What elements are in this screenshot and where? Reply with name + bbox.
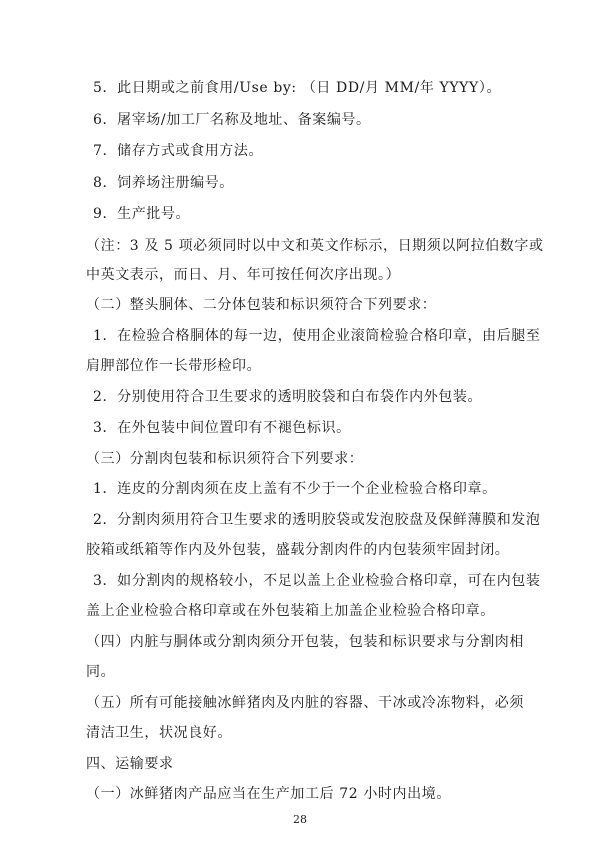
list-item-5: 5．此日期或之前食用/Use by: （日 DD/月 MM/年 YYYY）。 [93,80,502,96]
note-paragraph-line-2: 中英文表示，而日、月、年可按任何次序出现。） [86,267,401,283]
section-heading-2: （二）整头胴体、二分体包装和标识须符合下列要求： [86,297,437,313]
paragraph-line: 3．如分割肉的规格较小，不足以盖上企业检验合格印章，可在内包装 [93,573,541,589]
paragraph-line: 2．分割肉须用符合卫生要求的透明胶袋或发泡胶盘及保鲜薄膜和发泡 [93,512,541,528]
paragraph-line: 3．在外包装中间位置印有不褪色标识。 [93,420,351,436]
section-heading-4: （四）内脏与胴体或分割肉须分开包装，包装和标识要求与分割肉相 [86,634,524,650]
paragraph-line: 1．连皮的分割肉须在皮上盖有不少于一个企业检验合格印章。 [93,481,497,497]
chapter-heading-transport: 四、运输要求 [86,756,174,772]
paragraph-line: 胶箱或纸箱等作内及外包装，盛载分割肉件的内包装须牢固封闭。 [86,542,510,558]
list-item-6: 6．屠宰场/加工厂名称及地址、备案编号。 [93,112,371,128]
list-item-9: 9．生产批号。 [93,206,191,222]
paragraph-line: 肩胛部位作一长带形检印。 [86,358,262,374]
paragraph-line: 清洁卫生，状况良好。 [86,725,232,741]
paragraph-line: 同。 [86,664,116,680]
page-number: 28 [293,813,307,826]
section-heading-transport-1: （一）冰鲜猪肉产品应当在生产加工后 72 小时内出境。 [86,786,451,802]
paragraph-line: 盖上企业检验合格印章或在外包装箱上加盖企业检验合格印章。 [86,603,495,619]
list-item-8: 8．饲养场注册编号。 [93,175,234,191]
section-heading-3: （三）分割肉包装和标识须符合下列要求： [86,451,364,467]
section-heading-5: （五）所有可能接触冰鲜猪肉及内脏的容器、干冰或冷冻物料，必须 [86,695,524,711]
list-item-7: 7．储存方式或食用方法。 [93,143,264,159]
paragraph-line: 1．在检验合格胴体的每一边，使用企业滚筒检验合格印章，由后腿至 [93,328,541,344]
note-paragraph-line-1: （注：3 及 5 项必须同时以中文和英文作标示，日期须以阿拉伯数字或 [86,238,544,254]
paragraph-line: 2．分别使用符合卫生要求的透明胶袋和白布袋作内外包装。 [93,389,483,405]
